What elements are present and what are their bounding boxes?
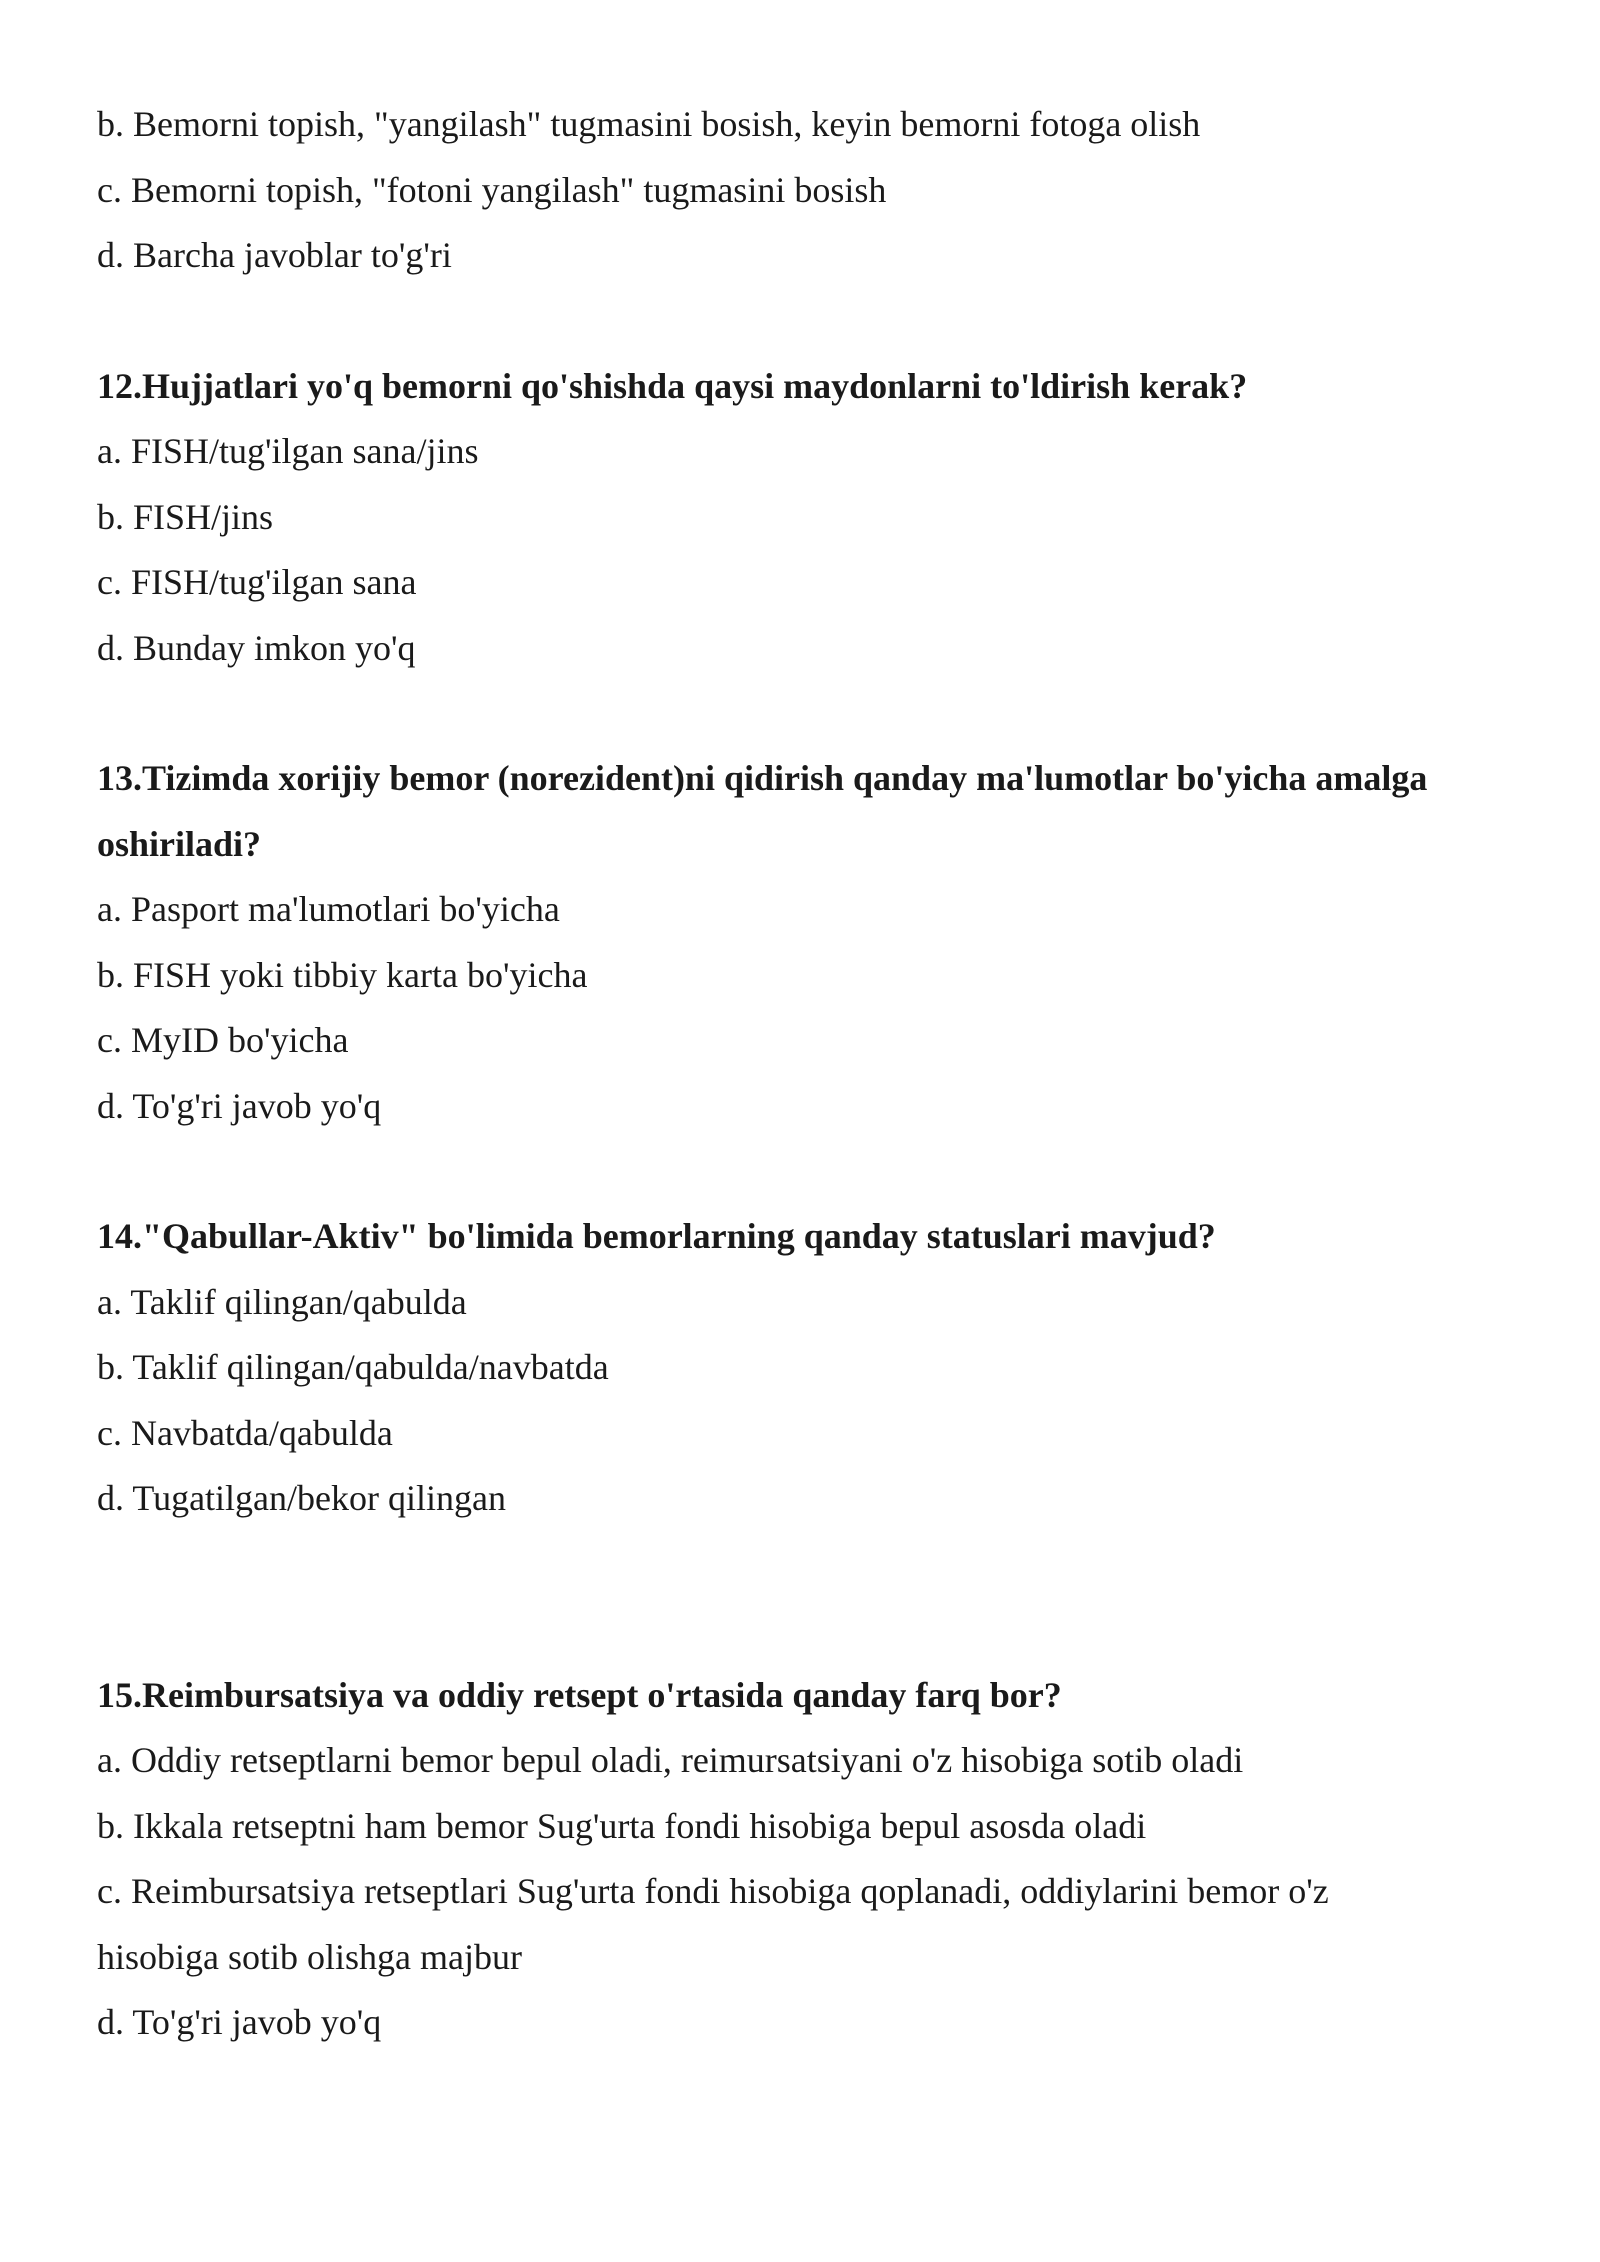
option-12-b: b. FISH/jins: [97, 496, 274, 537]
option-15-b: b. Ikkala retseptni ham bemor Sug'urta fondi hisobiga bepul asosda oladi: [97, 1805, 1147, 1846]
option-13-a: a. Pasport ma'lumotlari bo'yicha: [97, 889, 560, 929]
option-11-d: d. Barcha javoblar to'g'ri: [97, 235, 452, 275]
option-12-c: c. FISH/tug'ilgan sana: [97, 562, 417, 602]
option-11-c: c. Bemorni topish, "fotoni yangilash" tugmasini bosish: [97, 169, 887, 210]
option-15-d: d. To'g'ri javob yo'q: [97, 2002, 382, 2042]
question-14: [97, 1204, 1527, 1532]
question-15: [97, 1663, 1527, 2056]
option-14-c: c. Navbatda/qabulda: [97, 1412, 393, 1453]
option-14-b: b. Taklif qilingan/qabulda/navbatda: [97, 1347, 609, 1387]
document-page: [97, 92, 1527, 2056]
option-13-d: d. To'g'ri javob yo'q: [97, 1085, 382, 1126]
question-13-text: 13.Tizimda xorijiy bemor (norezident)ni qidirish qanday ma'lumotlar bo'yicha amalga oshiriladi?: [97, 758, 1428, 864]
question-15-text: 15.Reimbursatsiya va oddiy retsept o'rtasida qanday farq bor?: [97, 1674, 1062, 1715]
question-13: [97, 746, 1527, 1139]
option-15-c: c. Reimbursatsiya retseptlari Sug'urta fondi hisobiga qoplanadi, oddiylarini bemor o'z: [97, 1871, 1329, 1911]
option-14-d: d. Tugatilgan/bekor qilingan: [97, 1478, 506, 1518]
option-15-c-continued: hisobiga sotib olishga majbur: [97, 1936, 522, 1977]
option-15-a: a. Oddiy retseptlarni bemor bepul oladi, reimursatsiyani o'z hisobiga sotib oladi: [97, 1740, 1244, 1780]
question-14-text: 14."Qabullar-Aktiv" bo'limida bemorlarning qanday statuslari mavjud?: [97, 1216, 1216, 1256]
option-12-d: d. Bunday imkon yo'q: [97, 627, 416, 668]
option-13-b: b. FISH yoki tibbiy karta bo'yicha: [97, 954, 588, 995]
question-11-options: [97, 92, 1527, 289]
option-12-a: a. FISH/tug'ilgan sana/jins: [97, 431, 479, 471]
option-11-b: b. Bemorni topish, "yangilash" tugmasini bosish, keyin bemorni fotoga olish: [97, 104, 1201, 144]
question-12: [97, 354, 1527, 682]
option-13-c: c. MyID bo'yicha: [97, 1020, 349, 1060]
question-12-text: 12.Hujjatlari yo'q bemorni qo'shishda qaysi maydonlarni to'ldirish kerak?: [97, 365, 1248, 406]
option-14-a: a. Taklif qilingan/qabulda: [97, 1281, 467, 1322]
